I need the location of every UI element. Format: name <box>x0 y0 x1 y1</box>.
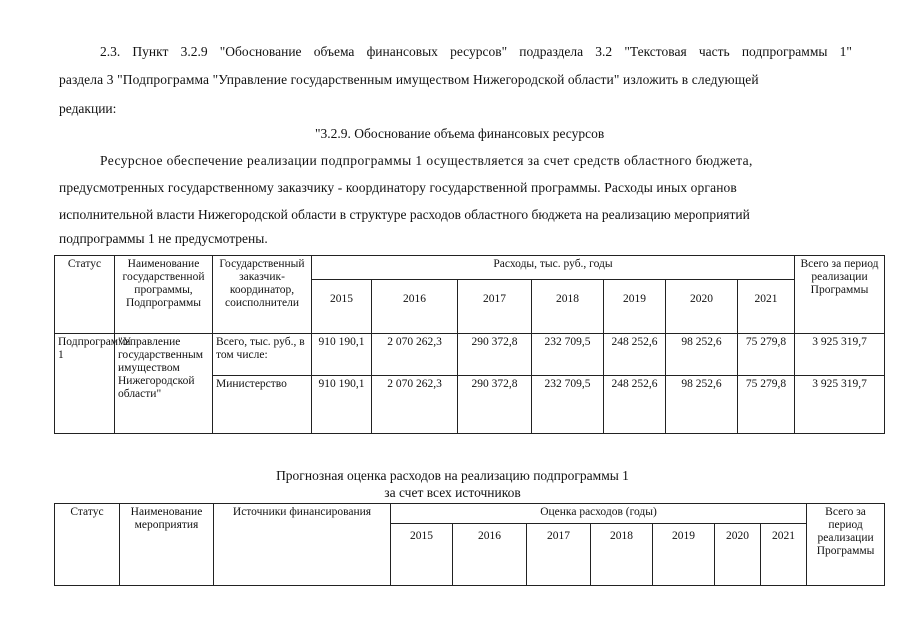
table-cell: 248 252,6 <box>604 376 666 434</box>
header-expenses: Расходы, тыс. руб., годы <box>312 256 795 280</box>
forecast-title-line-2: за счет всех источников <box>384 485 521 500</box>
intro-word: объема <box>313 44 355 59</box>
table-cell: 75 279,8 <box>738 334 795 376</box>
header-program-name: Наименование государственной программы, Подпрограммы <box>115 256 213 334</box>
table-cell: 910 190,1 <box>312 334 372 376</box>
header-status: Статус <box>55 504 120 586</box>
header-event-name: Наименование мероприятия <box>120 504 214 586</box>
intro-word: "Обоснование <box>219 44 302 59</box>
year-header: 2016 <box>372 280 458 334</box>
intro-word: 2.3. <box>100 44 121 59</box>
header-customer: Государственный заказчик-координатор, соисполнители <box>213 256 312 334</box>
table-cell: 2 070 262,3 <box>372 334 458 376</box>
year-header: 2015 <box>312 280 372 334</box>
intro-word: 3.2 <box>595 44 613 59</box>
intro-word: Пункт <box>132 44 169 59</box>
year-header: 2018 <box>591 524 653 586</box>
year-header: 2020 <box>715 524 761 586</box>
paragraph-line-1: Ресурсное обеспечение реализации подпрограммы 1 осуществляется за счет средств областного бюджета, <box>100 153 753 168</box>
intro-word: финансовых <box>366 44 438 59</box>
paragraph-line-4: подпрограммы 1 не предусмотрены. <box>59 231 268 246</box>
intro-word: 3.2.9 <box>180 44 208 59</box>
year-header: 2016 <box>453 524 527 586</box>
expenses-table <box>54 255 885 434</box>
intro-word: ресурсов" <box>450 44 508 59</box>
intro-word: 1" <box>839 44 852 59</box>
table-cell: 75 279,8 <box>738 376 795 434</box>
section-heading: "3.2.9. Обоснование объема финансовых ресурсов <box>315 126 605 141</box>
table-cell: 98 252,6 <box>666 334 738 376</box>
table-cell: 248 252,6 <box>604 334 666 376</box>
header-status: Статус <box>55 256 115 334</box>
table-cell: 232 709,5 <box>532 334 604 376</box>
table-cell: 232 709,5 <box>532 376 604 434</box>
status-cell: Подпрограмма 1 <box>55 334 115 434</box>
table-cell: 98 252,6 <box>666 376 738 434</box>
row-label: Всего, тыс. руб., в том числе: <box>213 334 312 376</box>
intro-line-3: редакции: <box>59 101 117 116</box>
forecast-table <box>54 503 885 586</box>
year-header: 2019 <box>653 524 715 586</box>
intro-word: часть <box>698 44 730 59</box>
table-cell: 290 372,8 <box>458 334 532 376</box>
row-label: Министерство <box>213 376 312 434</box>
intro-line-2: раздела 3 "Подпрограмма "Управление государственным имуществом Нижегородской области" изложить в следующей <box>59 72 759 87</box>
year-header: 2018 <box>532 280 604 334</box>
header-sources: Источники финансирования <box>214 504 391 586</box>
table-cell: 910 190,1 <box>312 376 372 434</box>
year-header: 2021 <box>761 524 807 586</box>
table-cell: 290 372,8 <box>458 376 532 434</box>
intro-word: подраздела <box>519 44 584 59</box>
program-name-cell: "Управление государственным имуществом Нижегородской области" <box>115 334 213 434</box>
year-header: 2017 <box>458 280 532 334</box>
year-header: 2021 <box>738 280 795 334</box>
intro-word: подпрограммы <box>741 44 828 59</box>
header-total: Всего за период реализации Программы <box>795 256 885 334</box>
table-cell: 2 070 262,3 <box>372 376 458 434</box>
year-header: 2019 <box>604 280 666 334</box>
intro-word: "Текстовая <box>624 44 687 59</box>
year-header: 2017 <box>527 524 591 586</box>
table-total-cell: 3 925 319,7 <box>795 334 885 376</box>
table-total-cell: 3 925 319,7 <box>795 376 885 434</box>
paragraph-line-3: исполнительной власти Нижегородской области в структуре расходов областного бюджета на реализацию мероприятий <box>59 207 750 222</box>
year-header: 2020 <box>666 280 738 334</box>
paragraph-line-2: предусмотренных государственному заказчику - координатору государственной программы. Расходы иных органов <box>59 180 737 195</box>
intro-line-1 <box>100 44 852 60</box>
year-header: 2015 <box>391 524 453 586</box>
header-estimate: Оценка расходов (годы) <box>391 504 807 524</box>
forecast-title-line-1: Прогнозная оценка расходов на реализацию подпрограммы 1 <box>276 468 629 483</box>
header-total: Всего за период реализации Программы <box>807 504 885 586</box>
